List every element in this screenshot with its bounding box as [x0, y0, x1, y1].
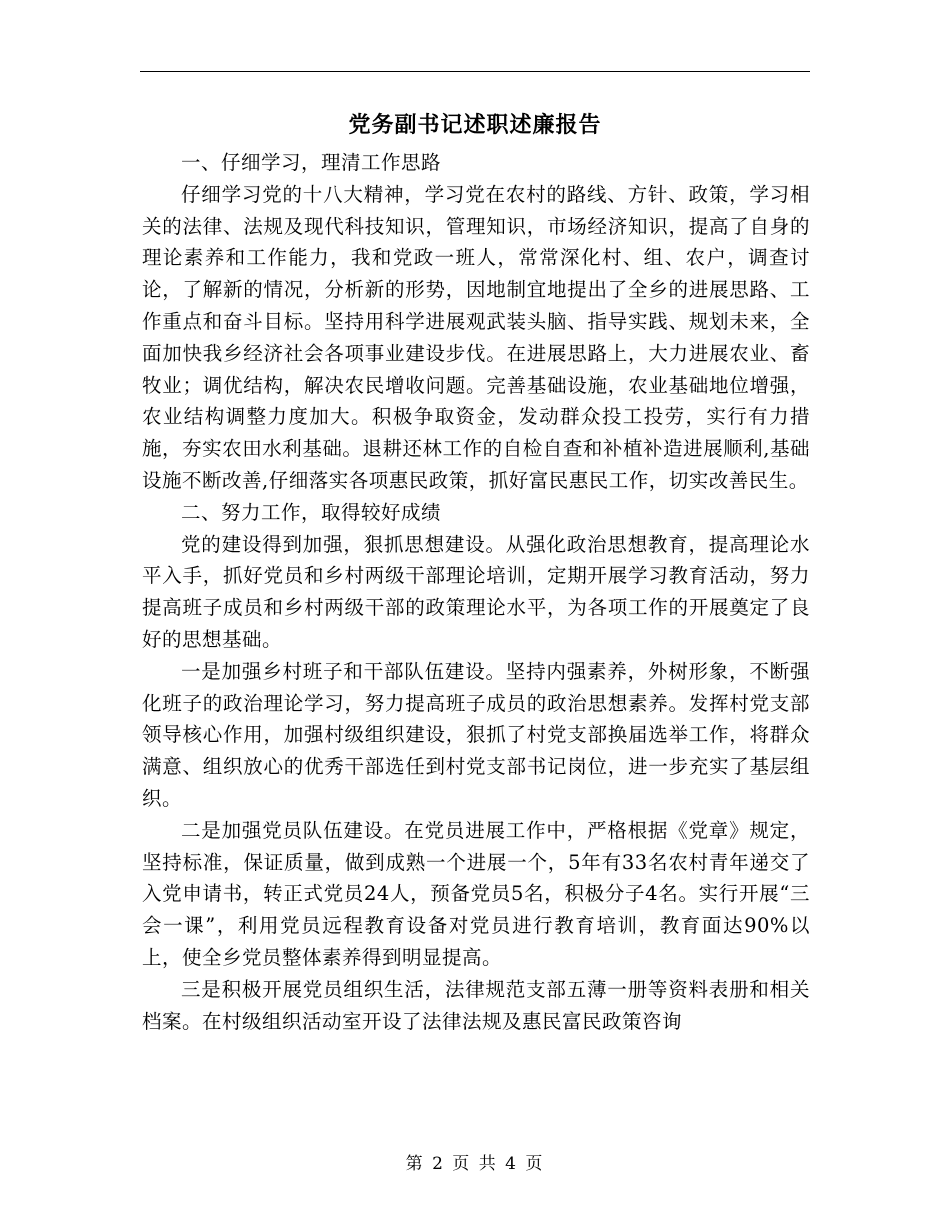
section-heading: 一、仔细学习，理清工作思路	[181, 151, 442, 174]
paragraph: 仔细学习党的十八大精神，学习党在农村的路线、方针、政策，学习相关的法律、法规及现代科技知识，管理知识，市场经济知识，提高了自身的理论素养和工作能力，我和党政一班人，常常深化村、组、农户，调查讨论，了解新的情况，分析新的形势，因地制宜地提出了全乡的进展思路、工作重点和奋斗目标。坚持用科学进展观武装头脑、指导实践、规划未来，全面加快我乡经济社会各项事业建设步伐。在进展思路上，大力进展农业、畜牧业；调优结构，解决农民增收问题。完善基础设施，农业基础地位增强，农业结构调整力度加大。积极争取资金，发动群众投工投劳，实行有力措施，夯实农田水利基础。退耕还林工作的自检自查和补植补造进展顺利,基础设施不断改善,仔细落实各项惠民政策，抓好富民惠民工作，切实改善民生。	[142, 182, 810, 492]
page-number: 第 2 页 共 4 页	[405, 1154, 545, 1174]
section-heading: 二、努力工作，取得较好成绩	[181, 500, 442, 524]
paragraph: 三是积极开展党员组织生活，法律规范支部五薄一册等资料表册和相关档案。在村级组织活动室开设了法律法规及惠民富民政策咨询	[142, 977, 810, 1033]
paragraph: 党的建设得到加强，狠抓思想建设。从强化政治思想教育，提高理论水平入手，抓好党员和乡村两级干部理论培训，定期开展学习教育活动，努力提高班子成员和乡村两级干部的政策理论水平，为各项工作的开展奠定了良好的思想基础。	[142, 532, 810, 651]
paragraph: 二是加强党员队伍建设。在党员进展工作中，严格根据《党章》规定，坚持标准，保证质量，做到成熟一个进展一个，5年有33名农村青年递交了入党申请书，转正式党员24人，预备党员5名，积极分子4名。实行开展“三会一课”，利用党员远程教育设备对党员进行教育培训，教育面达90%以上，使全乡党员整体素养得到明显提高。	[142, 818, 810, 969]
header-rule	[140, 71, 810, 72]
paragraph: 一是加强乡村班子和干部队伍建设。坚持内强素养，外树形象，不断强化班子的政治理论学习，努力提高班子成员的政治思想素养。发挥村党支部领导核心作用，加强村级组织建设，狠抓了村党支部换届选举工作，将群众满意、组织放心的优秀干部选任到村党支部书记岗位，进一步充实了基层组织。	[142, 659, 810, 810]
document-title: 党务副书记述职述廉报告	[348, 112, 602, 138]
document-body	[142, 147, 810, 1037]
